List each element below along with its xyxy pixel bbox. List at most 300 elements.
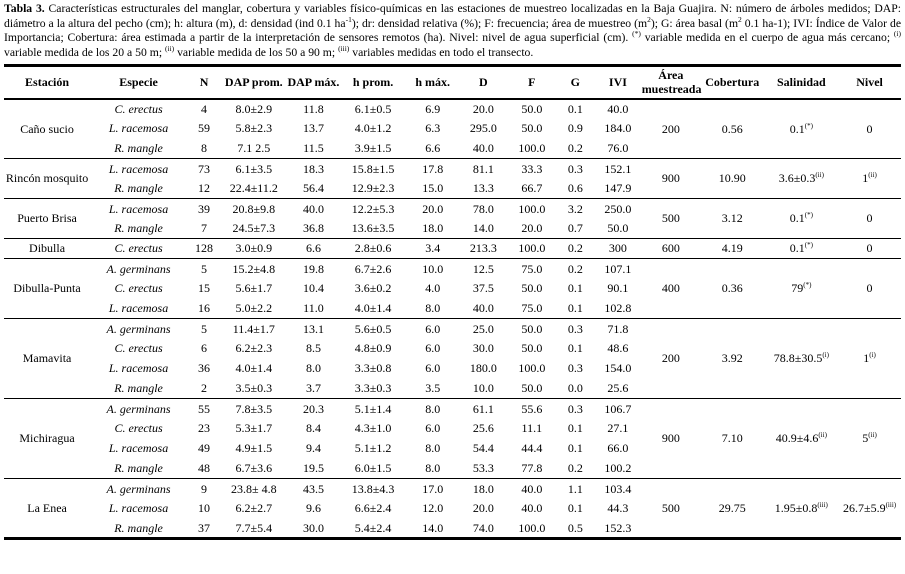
species-cell: R. mangle — [114, 221, 163, 236]
ivi-cell: 25.6 — [607, 381, 629, 396]
h-max-cell: 8.0 — [406, 399, 460, 419]
d-cell: 12.5 — [460, 259, 508, 279]
ivi-cell: 44.3 — [607, 501, 629, 516]
h-prom-cell: 4.8±0.9 — [354, 341, 392, 356]
h-prom-cell: 5.1±1.2 — [354, 441, 392, 456]
nivel-cell — [838, 399, 901, 479]
niv-value: 5 — [862, 431, 869, 446]
ivi-cell: 154.0 — [604, 361, 632, 376]
h-prom-cell: 3.6±0.2 — [354, 281, 392, 296]
n-cell: 23 — [198, 421, 211, 436]
sal-value: 0.1 — [789, 211, 805, 226]
dap-prom-cell: 5.0±2.2 — [235, 301, 273, 316]
species-cell: C. erectus — [114, 281, 163, 296]
col-header-n: N — [187, 66, 221, 99]
sal-value: 1.95±0.8 — [774, 500, 818, 515]
h-max-cell: 6.3 — [425, 121, 441, 136]
h-max-cell: 17.0 — [406, 479, 460, 499]
species-cell: L. racemosa — [108, 361, 169, 376]
table-row — [4, 239, 901, 259]
cobertura-cell: 29.75 — [700, 479, 765, 539]
col-header-dap-max: DAP máx. — [287, 66, 341, 99]
n-cell: 10 — [198, 501, 211, 516]
f-cell: 77.8 — [521, 461, 543, 476]
col-header-d: D — [460, 66, 508, 99]
species-cell: R. mangle — [114, 381, 163, 396]
nivel-cell — [838, 319, 901, 399]
f-cell: 44.4 — [521, 441, 543, 456]
h-max-cell: 6.0 — [425, 341, 441, 356]
ivi-cell: 48.6 — [607, 341, 629, 356]
h-prom-cell: 6.1±0.5 — [354, 101, 392, 116]
d-cell: 81.1 — [460, 159, 508, 179]
d-cell: 295.0 — [469, 121, 497, 136]
f-cell: 50.0 — [521, 381, 543, 396]
f-cell: 100.0 — [518, 520, 546, 535]
g-cell: 0.5 — [567, 520, 583, 535]
species-cell: R. mangle — [114, 520, 163, 535]
dap-max-cell: 30.0 — [302, 520, 324, 535]
dap-prom-cell: 6.7±3.6 — [235, 461, 273, 476]
ivi-cell: 152.1 — [594, 159, 642, 179]
sal-value: 0.1 — [789, 121, 805, 136]
h-max-cell: 8.0 — [425, 461, 441, 476]
ivi-cell: 40.0 — [607, 101, 629, 116]
dap-max-cell: 19.5 — [302, 461, 324, 476]
ivi-cell: 300 — [594, 239, 642, 259]
sal-value: 40.9±4.6 — [775, 431, 819, 446]
dap-prom-cell: 8.0±2.9 — [235, 101, 273, 116]
d-cell: 61.1 — [460, 399, 508, 419]
h-max-cell: 15.0 — [422, 181, 444, 196]
dap-prom-cell: 11.4±1.7 — [221, 319, 286, 339]
n-cell: 59 — [198, 121, 211, 136]
ivi-cell: 50.0 — [607, 221, 629, 236]
station-cell: Rincón mosquito — [4, 159, 90, 199]
h-max-cell: 18.0 — [422, 221, 444, 236]
ivi-cell: 76.0 — [607, 141, 629, 156]
n-cell: 12 — [198, 181, 211, 196]
g-cell: 0.2 — [556, 239, 594, 259]
dap-max-cell: 40.0 — [287, 199, 341, 219]
cobertura-cell: 4.19 — [700, 239, 765, 259]
n-cell: 7 — [201, 221, 208, 236]
d-cell: 14.0 — [472, 221, 494, 236]
salinidad-cell — [765, 239, 839, 259]
h-prom-cell: 5.1±1.4 — [340, 399, 405, 419]
nivel-cell — [838, 159, 901, 199]
f-cell: 33.3 — [507, 159, 556, 179]
g-cell: 0.3 — [556, 399, 594, 419]
sal-sup: (ii) — [818, 431, 827, 440]
h-max-cell: 6.0 — [425, 361, 441, 376]
dap-prom-cell: 7.8±3.5 — [221, 399, 286, 419]
f-cell: 11.1 — [521, 421, 543, 436]
species-cell: R. mangle — [114, 141, 163, 156]
d-cell: 25.6 — [472, 421, 494, 436]
g-cell: 1.1 — [556, 479, 594, 499]
ivi-cell: 27.1 — [607, 421, 629, 436]
dap-max-cell: 36.8 — [302, 221, 324, 236]
n-cell: 49 — [198, 441, 211, 456]
niv-sup: (ii) — [868, 171, 877, 180]
dap-prom-cell: 5.8±2.3 — [235, 121, 273, 136]
f-cell: 20.0 — [521, 221, 543, 236]
h-prom-cell: 5.6±0.5 — [340, 319, 405, 339]
cobertura-cell: 3.92 — [700, 319, 765, 399]
nivel-cell — [838, 99, 901, 159]
g-cell: 0.1 — [567, 301, 583, 316]
dap-max-cell: 6.6 — [287, 239, 341, 259]
d-cell: 25.0 — [460, 319, 508, 339]
sal-sup: (ii) — [815, 171, 824, 180]
dap-max-cell: 9.4 — [305, 441, 321, 456]
d-cell: 78.0 — [460, 199, 508, 219]
mangrove-structure-table — [4, 64, 901, 540]
g-cell: 0.1 — [567, 501, 583, 516]
salinidad-cell — [765, 479, 839, 539]
h-prom-cell: 4.3±1.0 — [354, 421, 392, 436]
d-cell: 37.5 — [472, 281, 494, 296]
d-cell: 54.4 — [472, 441, 494, 456]
n-cell: 6 — [201, 341, 208, 356]
h-prom-cell: 3.3±0.3 — [354, 381, 392, 396]
area-cell: 400 — [642, 259, 700, 319]
cobertura-cell: 7.10 — [700, 399, 765, 479]
dap-prom-cell: 5.3±1.7 — [235, 421, 273, 436]
dap-prom-cell: 5.6±1.7 — [235, 281, 273, 296]
h-max-cell: 8.0 — [425, 301, 441, 316]
area-cell: 200 — [661, 121, 680, 136]
table-row — [4, 319, 901, 339]
d-cell: 40.0 — [472, 301, 494, 316]
f-cell: 75.0 — [521, 301, 543, 316]
n-cell: 2 — [201, 381, 208, 396]
nivel-cell — [838, 239, 901, 259]
salinidad-cell — [765, 259, 839, 319]
area-cell: 200 — [642, 319, 700, 399]
dap-max-cell: 20.3 — [287, 399, 341, 419]
h-prom-cell: 5.4±2.4 — [354, 520, 392, 535]
dap-prom-cell: 3.5±0.3 — [235, 381, 273, 396]
ivi-cell: 250.0 — [594, 199, 642, 219]
g-cell: 0.9 — [567, 121, 583, 136]
ivi-cell: 102.8 — [604, 301, 632, 316]
niv-value: 26.7±5.9 — [843, 500, 886, 515]
ivi-cell: 152.3 — [604, 520, 632, 535]
h-prom-cell: 4.0±1.2 — [354, 121, 392, 136]
d-cell: 10.0 — [472, 381, 494, 396]
g-cell: 0.2 — [556, 259, 594, 279]
g-cell: 0.1 — [567, 341, 583, 356]
ivi-cell: 184.0 — [604, 121, 632, 136]
area-cell: 500 — [642, 479, 700, 539]
d-cell: 20.0 — [472, 501, 494, 516]
species-cell: A. germinans — [90, 399, 187, 419]
h-prom-cell: 2.8±0.6 — [340, 239, 405, 259]
dap-prom-cell: 22.4±11.2 — [229, 181, 278, 196]
n-cell: 128 — [187, 239, 221, 259]
h-max-cell: 4.0 — [425, 281, 441, 296]
dap-max-cell: 13.1 — [287, 319, 341, 339]
sal-sup: (*) — [804, 211, 813, 220]
f-cell: 100.0 — [507, 199, 556, 219]
sal-sup: (iii) — [817, 500, 828, 509]
station-cell: Dibulla — [4, 239, 90, 259]
ivi-cell: 71.8 — [594, 319, 642, 339]
g-cell: 0.3 — [567, 361, 583, 376]
ivi-cell: 103.4 — [594, 479, 642, 499]
f-cell: 40.0 — [507, 479, 556, 499]
h-max-cell: 17.8 — [406, 159, 460, 179]
g-cell: 0.2 — [567, 141, 583, 156]
nivel-cell — [838, 199, 901, 239]
f-cell: 50.0 — [507, 319, 556, 339]
dap-prom-cell: 4.9±1.5 — [235, 441, 273, 456]
area-cell: 600 — [642, 239, 700, 259]
sal-sup: (*) — [804, 241, 813, 250]
dap-prom-cell: 4.0±1.4 — [235, 361, 273, 376]
f-cell: 75.0 — [507, 259, 556, 279]
d-cell: 18.0 — [460, 479, 508, 499]
n-cell: 16 — [198, 301, 211, 316]
d-cell: 53.3 — [472, 461, 494, 476]
col-header-estacion: Estación — [4, 66, 90, 99]
n-cell: 39 — [187, 199, 221, 219]
dap-prom-cell: 6.1±3.5 — [221, 159, 286, 179]
h-prom-cell: 12.9±2.3 — [351, 181, 395, 196]
table-caption: Tabla 3. Características estructurales del manglar, cobertura y variables físico-químicas en las estaciones de muestreo localizadas en la Baja Guajira. N: número de árboles medidos; DAP: diámetro a la altura del pecho (cm); h: altura (m), d: densidad (ind 0.1 $ha^{-1}$); dr: densidad relativa (%); F: frecuencia; área de muestreo $(m^2)$; G: área basal ($m^2$ 0.1 ha-1); IVI: Índice de Valor de Importancia; Cobertura: área estimada a partir de la interpretación de sensores remotos (ha). Nivel: nivel de agua superficial (cm). (*) variable medida en el cuerpo de agua más cercano; $^{(i)}$ variable medida de los 20 a 50 m; $^{(ii)}$ variable medida de los 50 a 90 m; $^{(iii)}$ variables medidas en todo el transecto. — [4, 2, 902, 59]
station-cell: Puerto Brisa — [4, 199, 90, 239]
col-header-area-muestreada: Área muestreada — [642, 66, 700, 99]
d-cell: 20.0 — [472, 101, 494, 116]
col-header-especie: Especie — [90, 66, 187, 99]
table-row — [4, 399, 901, 419]
n-cell: 4 — [201, 101, 208, 116]
dap-max-cell: 10.4 — [302, 281, 324, 296]
species-cell: A. germinans — [90, 259, 187, 279]
f-cell: 55.6 — [507, 399, 556, 419]
area-cell: 500 — [642, 199, 700, 239]
dap-prom-cell: 24.5±7.3 — [232, 221, 276, 236]
n-cell: 73 — [187, 159, 221, 179]
ivi-cell: 100.2 — [604, 461, 632, 476]
sal-sup: (*) — [804, 121, 813, 130]
f-cell: 66.7 — [521, 181, 543, 196]
dap-max-cell: 18.3 — [287, 159, 341, 179]
h-prom-cell: 6.0±1.5 — [354, 461, 392, 476]
niv-sup: (iii) — [885, 500, 897, 509]
dap-prom-cell: 15.2±4.8 — [221, 259, 286, 279]
h-max-cell: 20.0 — [406, 199, 460, 219]
area-cell: 900 — [642, 399, 700, 479]
g-cell: 3.2 — [556, 199, 594, 219]
dap-prom-cell: 23.8± 4.8 — [221, 479, 286, 499]
col-header-cobertura: Cobertura — [700, 66, 765, 99]
d-cell: 40.0 — [472, 141, 494, 156]
cobertura-cell: 0.36 — [700, 259, 765, 319]
f-cell: 50.0 — [521, 341, 543, 356]
g-cell: 0.3 — [556, 159, 594, 179]
col-header-ivi: IVI — [594, 66, 642, 99]
h-max-cell: 6.0 — [425, 421, 441, 436]
ivi-cell: 106.7 — [594, 399, 642, 419]
sal-sup: (i) — [822, 351, 829, 360]
dap-prom-cell: 7.7±5.4 — [235, 520, 273, 535]
h-max-cell: 6.9 — [425, 101, 441, 116]
niv-sup: (ii) — [868, 431, 877, 440]
col-header-nivel: Nivel — [838, 66, 901, 99]
table-header — [4, 66, 901, 99]
dap-prom-cell: 6.2±2.3 — [235, 341, 273, 356]
ivi-cell: 107.1 — [594, 259, 642, 279]
table-row — [4, 259, 901, 279]
f-cell: 100.0 — [518, 141, 546, 156]
species-cell: L. racemosa — [108, 301, 169, 316]
n-cell: 5 — [187, 259, 221, 279]
area-cell: 900 — [642, 159, 700, 199]
table-row — [4, 199, 901, 219]
n-cell: 55 — [187, 399, 221, 419]
dap-max-cell: 11.8 — [303, 101, 324, 116]
salinidad-cell — [765, 159, 839, 199]
dap-max-cell: 8.0 — [305, 361, 321, 376]
g-cell: 0.3 — [556, 319, 594, 339]
g-cell: 0.1 — [567, 421, 583, 436]
h-max-cell: 14.0 — [422, 520, 444, 535]
h-max-cell: 3.4 — [406, 239, 460, 259]
niv-value: 1 — [862, 171, 869, 186]
table-row — [4, 99, 901, 119]
n-cell: 36 — [198, 361, 211, 376]
species-cell: R. mangle — [114, 181, 163, 196]
h-max-cell: 6.0 — [406, 319, 460, 339]
species-cell: R. mangle — [114, 461, 163, 476]
table-row — [4, 159, 901, 179]
niv-value: 0 — [866, 121, 873, 136]
nivel-cell — [838, 479, 901, 539]
n-cell: 37 — [198, 520, 211, 535]
h-prom-cell: 6.6±2.4 — [354, 501, 392, 516]
h-max-cell: 10.0 — [406, 259, 460, 279]
dap-max-cell: 19.8 — [287, 259, 341, 279]
f-cell: 50.0 — [521, 101, 543, 116]
cobertura-cell: 10.90 — [700, 159, 765, 199]
station-cell: Mamavita — [4, 319, 90, 399]
station-cell: Caño sucio — [20, 121, 74, 136]
ivi-cell: 66.0 — [607, 441, 629, 456]
g-cell: 0.7 — [567, 221, 583, 236]
g-cell: 0.2 — [567, 461, 583, 476]
h-prom-cell: 3.9±1.5 — [354, 141, 392, 156]
h-prom-cell: 12.2±5.3 — [340, 199, 405, 219]
dap-prom-cell: 3.0±0.9 — [221, 239, 286, 259]
dap-max-cell: 11.0 — [303, 301, 324, 316]
n-cell: 15 — [198, 281, 211, 296]
dap-max-cell: 8.5 — [305, 341, 321, 356]
f-cell: 100.0 — [507, 239, 556, 259]
col-header-dap-prom: DAP prom. — [221, 66, 286, 99]
h-max-cell: 12.0 — [422, 501, 444, 516]
f-cell: 50.0 — [521, 121, 543, 136]
d-cell: 74.0 — [472, 520, 494, 535]
col-header-salinidad: Salinidad — [765, 66, 839, 99]
species-cell: C. erectus — [114, 341, 163, 356]
table-row — [4, 479, 901, 499]
dap-max-cell: 11.5 — [303, 141, 324, 156]
species-cell: A. germinans — [90, 479, 187, 499]
salinidad-cell — [765, 399, 839, 479]
dap-max-cell: 8.4 — [305, 421, 321, 436]
sal-value: 78.8±30.5 — [773, 351, 823, 366]
h-prom-cell: 4.0±1.4 — [354, 301, 392, 316]
species-cell: L. racemosa — [90, 199, 187, 219]
species-cell: L. racemosa — [90, 159, 187, 179]
station-cell: La Enea — [4, 479, 90, 539]
sal-value: 79 — [791, 281, 804, 296]
sal-value: 3.6±0.3 — [778, 171, 816, 186]
f-cell: 100.0 — [518, 361, 546, 376]
g-cell: 0.0 — [567, 381, 583, 396]
species-cell: A. germinans — [90, 319, 187, 339]
species-cell: C. erectus — [90, 239, 187, 259]
n-cell: 8 — [201, 141, 208, 156]
d-cell: 213.3 — [460, 239, 508, 259]
station-cell: Dibulla-Punta — [4, 259, 90, 319]
col-header-f: F — [507, 66, 556, 99]
h-max-cell: 6.6 — [425, 141, 441, 156]
niv-value: 0 — [866, 241, 873, 256]
g-cell: 0.6 — [567, 181, 583, 196]
species-cell: C. erectus — [114, 101, 163, 116]
cobertura-cell: 3.12 — [700, 199, 765, 239]
sal-value: 0.1 — [789, 241, 805, 256]
species-cell: C. erectus — [114, 421, 163, 436]
niv-value: 0 — [866, 211, 873, 226]
n-cell: 48 — [198, 461, 211, 476]
ivi-cell: 147.9 — [604, 181, 632, 196]
salinidad-cell — [765, 99, 839, 159]
n-cell: 5 — [187, 319, 221, 339]
h-max-cell: 3.5 — [425, 381, 441, 396]
station-cell: Michiragua — [4, 399, 90, 479]
dap-prom-cell: 20.8±9.8 — [221, 199, 286, 219]
h-prom-cell: 6.7±2.6 — [340, 259, 405, 279]
dap-max-cell: 13.7 — [302, 121, 324, 136]
h-prom-cell: 3.3±0.8 — [354, 361, 392, 376]
niv-value: 1 — [863, 351, 870, 366]
dap-max-cell: 3.7 — [305, 381, 321, 396]
dap-max-cell: 43.5 — [287, 479, 341, 499]
g-cell: 0.1 — [567, 441, 583, 456]
species-cell: L. racemosa — [108, 501, 169, 516]
h-prom-cell: 13.8±4.3 — [340, 479, 405, 499]
dap-max-cell: 9.6 — [305, 501, 321, 516]
niv-value: 0 — [866, 281, 873, 296]
species-cell: L. racemosa — [108, 121, 169, 136]
g-cell: 0.1 — [567, 281, 583, 296]
sal-sup: (*) — [803, 281, 812, 290]
col-header-h-prom: h prom. — [340, 66, 405, 99]
f-cell: 40.0 — [521, 501, 543, 516]
col-header-h-max: h máx. — [406, 66, 460, 99]
dap-max-cell: 56.4 — [302, 181, 324, 196]
col-header-g: G — [556, 66, 594, 99]
d-cell: 180.0 — [469, 361, 497, 376]
ivi-cell: 90.1 — [607, 281, 629, 296]
f-cell: 50.0 — [521, 281, 543, 296]
h-prom-cell: 15.8±1.5 — [340, 159, 405, 179]
